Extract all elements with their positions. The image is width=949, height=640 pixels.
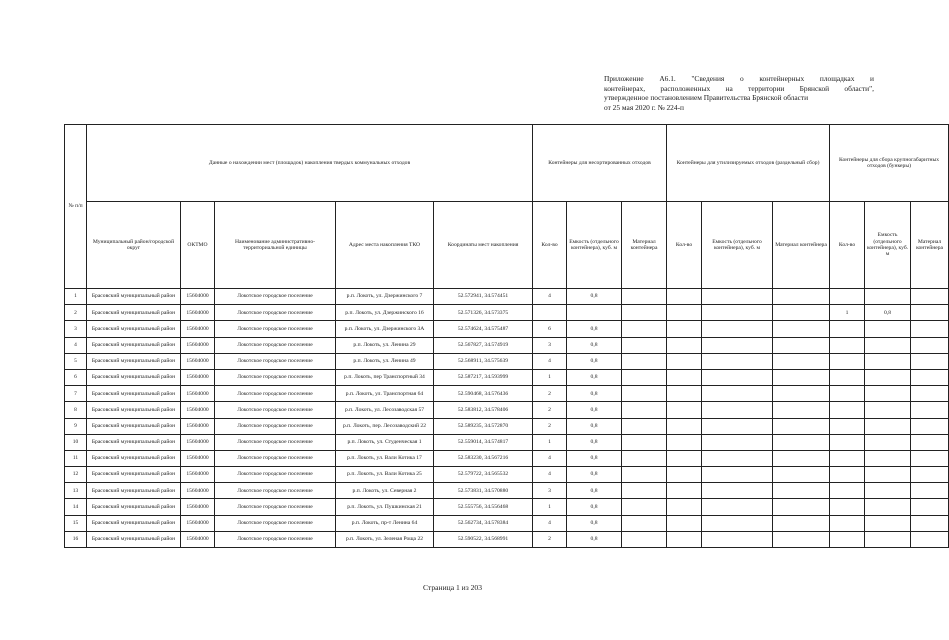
oktmo-cell: 15604000: [181, 321, 215, 337]
row-number-cell: 3: [65, 321, 87, 337]
row-number-cell: 10: [65, 434, 87, 450]
bulky-count-cell: [830, 353, 865, 369]
district-cell: Брасовский муниципальный район: [87, 402, 181, 418]
row-number-cell: 7: [65, 386, 87, 402]
recycle-capacity-cell: [702, 531, 773, 547]
header-recycle-count: Кол-во: [667, 202, 702, 289]
appendix-note-line-1: Приложение А6.1. "Сведения о контейнерных площадках и: [604, 74, 874, 83]
bulky-capacity-cell: [865, 450, 911, 466]
coordinates-cell: 52.562734, 34.578384: [434, 515, 533, 531]
table-row: [65, 369, 949, 385]
bulky-material-cell: [911, 499, 949, 515]
header-unsorted-material: Материал контейнера: [622, 202, 667, 289]
recycle-material-cell: [773, 386, 830, 402]
table-row: [65, 531, 949, 547]
bulky-capacity-cell: [865, 434, 911, 450]
appendix-note-line-4: от 25 мая 2020 г. № 224-п: [604, 102, 684, 112]
unsorted-material-cell: [622, 321, 667, 337]
unsorted-capacity-cell: 0,8: [567, 499, 622, 515]
row-number-cell: 16: [65, 531, 87, 547]
recycle-material-cell: [773, 321, 830, 337]
unsorted-material-cell: [622, 353, 667, 369]
header-group-unsorted: Контейнеры для несортированных отходов: [533, 125, 667, 202]
table-row: [65, 305, 949, 321]
address-cell: р.п. Локоть, ул. Дзержинского 7: [336, 289, 434, 305]
unsorted-count-cell: 4: [533, 467, 567, 483]
unit-cell: Локотское городское поселение: [215, 402, 336, 418]
recycle-capacity-cell: [702, 337, 773, 353]
recycle-count-cell: [667, 531, 702, 547]
row-number-cell: 9: [65, 418, 87, 434]
table-body: [65, 289, 949, 548]
recycle-capacity-cell: [702, 450, 773, 466]
address-cell: р.п. Локоть, ул. Вали Котика 17: [336, 450, 434, 466]
row-number-cell: 11: [65, 450, 87, 466]
unsorted-count-cell: 4: [533, 515, 567, 531]
district-cell: Брасовский муниципальный район: [87, 289, 181, 305]
unsorted-count-cell: [533, 305, 567, 321]
recycle-material-cell: [773, 515, 830, 531]
unsorted-count-cell: 2: [533, 402, 567, 418]
coordinates-cell: 52.590522, 34.568991: [434, 531, 533, 547]
bulky-count-cell: [830, 483, 865, 499]
unsorted-capacity-cell: 0,8: [567, 450, 622, 466]
bulky-material-cell: [911, 450, 949, 466]
bulky-material-cell: [911, 418, 949, 434]
unit-cell: Локотское городское поселение: [215, 531, 336, 547]
unsorted-count-cell: 2: [533, 418, 567, 434]
unsorted-count-cell: 1: [533, 499, 567, 515]
recycle-material-cell: [773, 369, 830, 385]
recycle-capacity-cell: [702, 418, 773, 434]
recycle-count-cell: [667, 418, 702, 434]
bulky-count-cell: [830, 289, 865, 305]
unsorted-capacity-cell: 0,8: [567, 515, 622, 531]
bulky-capacity-cell: [865, 369, 911, 385]
header-group-recycle: Контейнеры для утилизируемых отходов (раздельный сбор): [667, 125, 830, 202]
recycle-material-cell: [773, 450, 830, 466]
row-number-cell: 5: [65, 353, 87, 369]
header-unsorted-capacity: Емкость (отдельного контейнера), куб. м: [567, 202, 622, 289]
unsorted-material-cell: [622, 531, 667, 547]
unsorted-material-cell: [622, 386, 667, 402]
district-cell: Брасовский муниципальный район: [87, 337, 181, 353]
bulky-material-cell: [911, 289, 949, 305]
table-row: [65, 499, 949, 515]
unit-cell: Локотское городское поселение: [215, 418, 336, 434]
coordinates-cell: 52.574624, 34.575487: [434, 321, 533, 337]
unsorted-capacity-cell: 0,8: [567, 402, 622, 418]
row-number-cell: 6: [65, 369, 87, 385]
header-bulky-material: Материал контейнера: [911, 202, 949, 289]
recycle-material-cell: [773, 467, 830, 483]
bulky-capacity-cell: [865, 418, 911, 434]
bulky-count-cell: 1: [830, 305, 865, 321]
table-row: [65, 450, 949, 466]
address-cell: р.п. Локоть, ул. Транспортная 64: [336, 386, 434, 402]
bulky-count-cell: [830, 531, 865, 547]
unsorted-material-cell: [622, 402, 667, 418]
row-number-cell: 4: [65, 337, 87, 353]
bulky-material-cell: [911, 305, 949, 321]
unit-cell: Локотское городское поселение: [215, 337, 336, 353]
unsorted-count-cell: 1: [533, 434, 567, 450]
recycle-count-cell: [667, 450, 702, 466]
header-recycle-material: Материал контейнера: [773, 202, 830, 289]
unsorted-material-cell: [622, 467, 667, 483]
oktmo-cell: 15604000: [181, 305, 215, 321]
recycle-count-cell: [667, 353, 702, 369]
table-row: [65, 386, 949, 402]
bulky-count-cell: [830, 386, 865, 402]
header-group-bulky: Контейнеры для сбора крупногабаритных отходов (бункеры): [830, 125, 949, 202]
recycle-capacity-cell: [702, 467, 773, 483]
bulky-material-cell: [911, 531, 949, 547]
bulky-count-cell: [830, 467, 865, 483]
bulky-material-cell: [911, 434, 949, 450]
table-row: [65, 467, 949, 483]
recycle-count-cell: [667, 467, 702, 483]
unsorted-count-cell: 1: [533, 369, 567, 385]
page-number: Страница 1 из 203: [422, 583, 483, 592]
oktmo-cell: 15604000: [181, 467, 215, 483]
recycle-material-cell: [773, 305, 830, 321]
coordinates-cell: 52.583230, 34.567216: [434, 450, 533, 466]
table-row: [65, 483, 949, 499]
recycle-count-cell: [667, 386, 702, 402]
oktmo-cell: 15604000: [181, 386, 215, 402]
bulky-count-cell: [830, 321, 865, 337]
recycle-material-cell: [773, 483, 830, 499]
unit-cell: Локотское городское поселение: [215, 515, 336, 531]
recycle-capacity-cell: [702, 434, 773, 450]
row-number-cell: 13: [65, 483, 87, 499]
unit-cell: Локотское городское поселение: [215, 499, 336, 515]
appendix-note-line-3: утвержденное постановлением Правительства Брянской области: [604, 93, 809, 103]
oktmo-cell: 15604000: [181, 483, 215, 499]
bulky-capacity-cell: [865, 337, 911, 353]
unit-cell: Локотское городское поселение: [215, 321, 336, 337]
address-cell: р.п. Локоть, ул. Вали Котика 25: [336, 467, 434, 483]
oktmo-cell: 15604000: [181, 531, 215, 547]
table-row: [65, 321, 949, 337]
unsorted-material-cell: [622, 434, 667, 450]
recycle-count-cell: [667, 434, 702, 450]
unit-cell: Локотское городское поселение: [215, 467, 336, 483]
recycle-count-cell: [667, 499, 702, 515]
oktmo-cell: 15604000: [181, 434, 215, 450]
unsorted-material-cell: [622, 337, 667, 353]
header-oktmo: ОКТМО: [181, 202, 215, 289]
bulky-capacity-cell: [865, 515, 911, 531]
recycle-material-cell: [773, 337, 830, 353]
unsorted-material-cell: [622, 499, 667, 515]
address-cell: р.п. Локоть, ул. Дзержинского 3А: [336, 321, 434, 337]
recycle-capacity-cell: [702, 515, 773, 531]
address-cell: р.п. Локоть, пер. Лесозаводский 22: [336, 418, 434, 434]
unit-cell: Локотское городское поселение: [215, 353, 336, 369]
recycle-material-cell: [773, 531, 830, 547]
district-cell: Брасовский муниципальный район: [87, 386, 181, 402]
header-row-number: № п/п: [65, 125, 87, 289]
bulky-count-cell: [830, 337, 865, 353]
unsorted-capacity-cell: 0,8: [567, 483, 622, 499]
bulky-material-cell: [911, 467, 949, 483]
bulky-material-cell: [911, 321, 949, 337]
coordinates-cell: 52.568911, 34.575639: [434, 353, 533, 369]
address-cell: р.п. Локоть, ул. Ленина 49: [336, 353, 434, 369]
bulky-count-cell: [830, 515, 865, 531]
unsorted-material-cell: [622, 305, 667, 321]
unsorted-count-cell: 6: [533, 321, 567, 337]
address-cell: р.п. Локоть, пер Транспортный 34: [336, 369, 434, 385]
bulky-count-cell: [830, 369, 865, 385]
address-cell: р.п. Локоть, ул. Лесозаводская 57: [336, 402, 434, 418]
row-number-cell: 1: [65, 289, 87, 305]
unsorted-material-cell: [622, 515, 667, 531]
coordinates-cell: 52.571326, 34.573375: [434, 305, 533, 321]
header-coords: Координаты мест накопления: [434, 202, 533, 289]
bulky-material-cell: [911, 515, 949, 531]
unsorted-capacity-cell: [567, 305, 622, 321]
address-cell: р.п. Локоть, ул. Пушкинская 21: [336, 499, 434, 515]
bulky-capacity-cell: [865, 289, 911, 305]
appendix-note: [604, 74, 874, 112]
unsorted-capacity-cell: 0,8: [567, 337, 622, 353]
recycle-material-cell: [773, 418, 830, 434]
oktmo-cell: 15604000: [181, 289, 215, 305]
recycle-count-cell: [667, 402, 702, 418]
unit-cell: Локотское городское поселение: [215, 434, 336, 450]
address-cell: р.п. Локоть, ул. Дзержинского 16: [336, 305, 434, 321]
oktmo-cell: 15604000: [181, 418, 215, 434]
bulky-count-cell: [830, 434, 865, 450]
district-cell: Брасовский муниципальный район: [87, 450, 181, 466]
header-group-location: Данные о нахождении мест (площадок) накопления твердых коммунальных отходов: [87, 125, 533, 202]
row-number-cell: 14: [65, 499, 87, 515]
bulky-material-cell: [911, 483, 949, 499]
bulky-material-cell: [911, 386, 949, 402]
bulky-material-cell: [911, 337, 949, 353]
coordinates-cell: 52.567827, 34.574919: [434, 337, 533, 353]
bulky-capacity-cell: [865, 499, 911, 515]
recycle-count-cell: [667, 337, 702, 353]
header-district: Муниципальный район/городской округ: [87, 202, 181, 289]
bulky-capacity-cell: [865, 531, 911, 547]
table-row: [65, 515, 949, 531]
bulky-count-cell: [830, 402, 865, 418]
bulky-capacity-cell: [865, 483, 911, 499]
header-bulky-count: Кол-во: [830, 202, 865, 289]
recycle-capacity-cell: [702, 353, 773, 369]
unsorted-capacity-cell: 0,8: [567, 531, 622, 547]
recycle-capacity-cell: [702, 386, 773, 402]
oktmo-cell: 15604000: [181, 499, 215, 515]
unsorted-capacity-cell: 0,8: [567, 386, 622, 402]
unsorted-count-cell: 2: [533, 531, 567, 547]
district-cell: Брасовский муниципальный район: [87, 515, 181, 531]
header-bulky-capacity: Емкость (отдельного контейнера), куб. м: [865, 202, 911, 289]
unit-cell: Локотское городское поселение: [215, 483, 336, 499]
table-row: [65, 402, 949, 418]
recycle-material-cell: [773, 289, 830, 305]
bulky-count-cell: [830, 418, 865, 434]
bulky-capacity-cell: [865, 353, 911, 369]
recycle-count-cell: [667, 321, 702, 337]
address-cell: р.п. Локоть, ул. Студенческая 1: [336, 434, 434, 450]
bulky-material-cell: [911, 369, 949, 385]
unsorted-count-cell: 2: [533, 386, 567, 402]
coordinates-cell: 52.555756, 34.556468: [434, 499, 533, 515]
oktmo-cell: 15604000: [181, 337, 215, 353]
district-cell: Брасовский муниципальный район: [87, 369, 181, 385]
unsorted-count-cell: 4: [533, 353, 567, 369]
unsorted-material-cell: [622, 418, 667, 434]
unsorted-count-cell: 3: [533, 483, 567, 499]
table-row: [65, 434, 949, 450]
address-cell: р.п. Локоть, ул. Северная 2: [336, 483, 434, 499]
district-cell: Брасовский муниципальный район: [87, 418, 181, 434]
header-unit: Наименование административно-территориальной единицы: [215, 202, 336, 289]
coordinates-cell: 52.583812, 34.578406: [434, 402, 533, 418]
recycle-count-cell: [667, 515, 702, 531]
recycle-material-cell: [773, 434, 830, 450]
unsorted-count-cell: 4: [533, 289, 567, 305]
unsorted-count-cell: 3: [533, 337, 567, 353]
table-row: [65, 418, 949, 434]
bulky-capacity-cell: [865, 402, 911, 418]
bulky-count-cell: [830, 450, 865, 466]
coordinates-cell: 52.590468, 34.576436: [434, 386, 533, 402]
recycle-material-cell: [773, 353, 830, 369]
coordinates-cell: 52.572941, 34.574451: [434, 289, 533, 305]
coordinates-cell: 52.559014, 34.574817: [434, 434, 533, 450]
coordinates-cell: 52.573831, 34.570880: [434, 483, 533, 499]
unsorted-capacity-cell: 0,8: [567, 418, 622, 434]
recycle-count-cell: [667, 305, 702, 321]
recycle-count-cell: [667, 289, 702, 305]
unit-cell: Локотское городское поселение: [215, 369, 336, 385]
unsorted-capacity-cell: 0,8: [567, 369, 622, 385]
row-number-cell: 15: [65, 515, 87, 531]
container-sites-table: [64, 124, 949, 548]
district-cell: Брасовский муниципальный район: [87, 434, 181, 450]
recycle-material-cell: [773, 499, 830, 515]
oktmo-cell: 15604000: [181, 515, 215, 531]
district-cell: Брасовский муниципальный район: [87, 467, 181, 483]
header-address: Адрес места накопления ТКО: [336, 202, 434, 289]
oktmo-cell: 15604000: [181, 353, 215, 369]
unsorted-capacity-cell: 0,8: [567, 321, 622, 337]
unit-cell: Локотское городское поселение: [215, 450, 336, 466]
bulky-capacity-cell: 0,8: [865, 305, 911, 321]
recycle-count-cell: [667, 483, 702, 499]
recycle-capacity-cell: [702, 499, 773, 515]
address-cell: р.п. Локоть, ул. Зеленая Роща 22: [336, 531, 434, 547]
bulky-capacity-cell: [865, 467, 911, 483]
recycle-capacity-cell: [702, 305, 773, 321]
recycle-capacity-cell: [702, 369, 773, 385]
recycle-count-cell: [667, 369, 702, 385]
table-row: [65, 289, 949, 305]
header-recycle-capacity: Емкость (отдельного контейнера), куб. м: [702, 202, 773, 289]
recycle-capacity-cell: [702, 483, 773, 499]
district-cell: Брасовский муниципальный район: [87, 499, 181, 515]
oktmo-cell: 15604000: [181, 450, 215, 466]
unit-cell: Локотское городское поселение: [215, 305, 336, 321]
bulky-capacity-cell: [865, 386, 911, 402]
address-cell: р.п. Локоть, пр-т Ленина 64: [336, 515, 434, 531]
recycle-capacity-cell: [702, 402, 773, 418]
row-number-cell: 2: [65, 305, 87, 321]
coordinates-cell: 52.587217, 34.593999: [434, 369, 533, 385]
bulky-material-cell: [911, 402, 949, 418]
unsorted-count-cell: 4: [533, 450, 567, 466]
recycle-material-cell: [773, 402, 830, 418]
unsorted-material-cell: [622, 483, 667, 499]
district-cell: Брасовский муниципальный район: [87, 321, 181, 337]
unit-cell: Локотское городское поселение: [215, 386, 336, 402]
unsorted-capacity-cell: 0,8: [567, 434, 622, 450]
unsorted-material-cell: [622, 289, 667, 305]
table-row: [65, 337, 949, 353]
table-row: [65, 353, 949, 369]
unsorted-material-cell: [622, 450, 667, 466]
address-cell: р.п. Локоть, ул. Ленина 29: [336, 337, 434, 353]
row-number-cell: 8: [65, 402, 87, 418]
bulky-material-cell: [911, 353, 949, 369]
unsorted-capacity-cell: 0,8: [567, 467, 622, 483]
district-cell: Брасовский муниципальный район: [87, 483, 181, 499]
coordinates-cell: 52.579722, 34.565532: [434, 467, 533, 483]
header-unsorted-count: Кол-во: [533, 202, 567, 289]
unsorted-capacity-cell: 0,8: [567, 353, 622, 369]
row-number-cell: 12: [65, 467, 87, 483]
unsorted-material-cell: [622, 369, 667, 385]
oktmo-cell: 15604000: [181, 369, 215, 385]
coordinates-cell: 52.589235, 34.572870: [434, 418, 533, 434]
appendix-note-line-2: контейнерах, расположенных на территории Брянской области",: [604, 83, 874, 93]
oktmo-cell: 15604000: [181, 402, 215, 418]
district-cell: Брасовский муниципальный район: [87, 531, 181, 547]
recycle-capacity-cell: [702, 321, 773, 337]
bulky-count-cell: [830, 499, 865, 515]
unit-cell: Локотское городское поселение: [215, 289, 336, 305]
unsorted-capacity-cell: 0,8: [567, 289, 622, 305]
district-cell: Брасовский муниципальный район: [87, 353, 181, 369]
recycle-capacity-cell: [702, 289, 773, 305]
district-cell: Брасовский муниципальный район: [87, 305, 181, 321]
bulky-capacity-cell: [865, 321, 911, 337]
